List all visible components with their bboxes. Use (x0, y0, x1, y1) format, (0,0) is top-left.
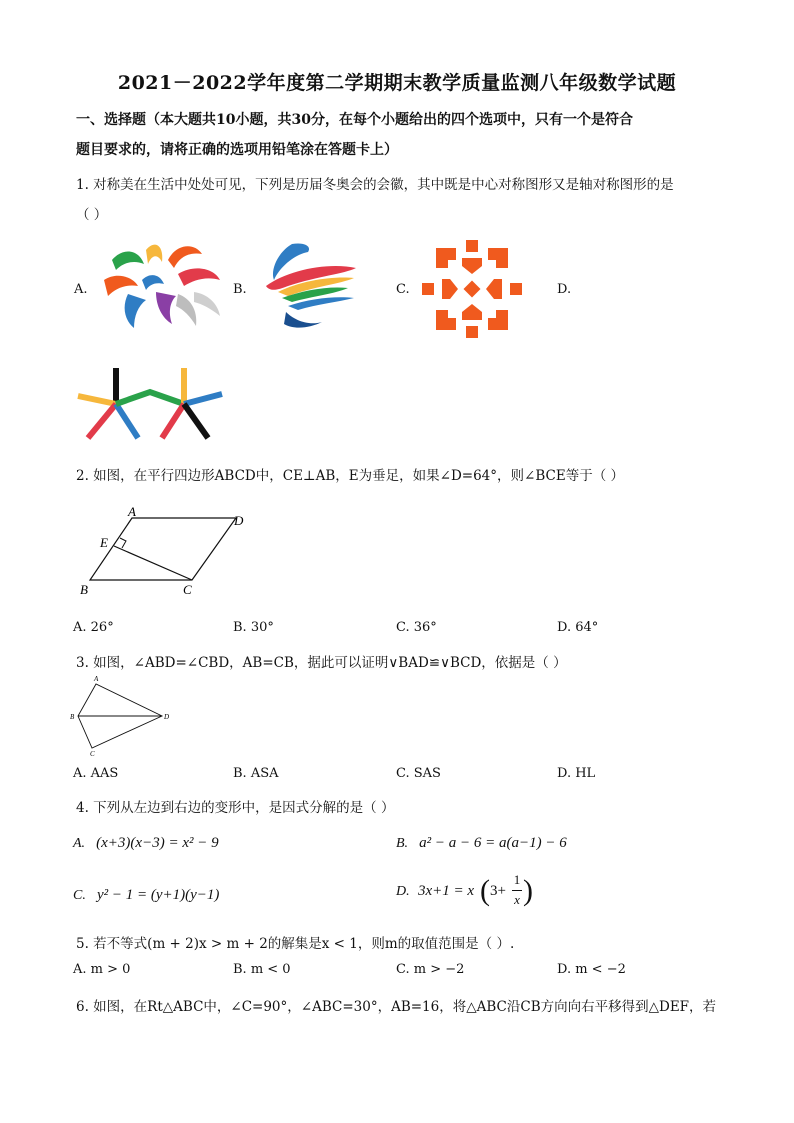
q3-option-a[interactable]: A. AAS (73, 766, 119, 781)
sq-top (466, 240, 478, 252)
q3-option-d[interactable]: D. HL (557, 766, 596, 781)
q1-option-a-label[interactable]: A. (74, 282, 88, 297)
q1-emblem-d (76, 368, 226, 444)
q4-option-d-lhs: 3x+1 = x (418, 883, 475, 899)
q4-option-a[interactable] (73, 832, 219, 852)
q4-option-b-label: B. (396, 836, 409, 851)
q1-option-b-label[interactable]: B. (233, 282, 247, 297)
q2-option-a[interactable]: A. 26° (73, 620, 114, 635)
q4-option-c[interactable] (73, 884, 219, 904)
flame-orange (168, 246, 202, 268)
q4-option-d-fraction-bar (512, 890, 522, 891)
q5-option-d[interactable]: D. m < −2 (557, 962, 626, 977)
q4-option-d-label: D. (396, 884, 410, 899)
q1-stem-line1: 1. 对称美在生活中处处可见，下列是历届冬奥会的会徽，其中既是中心对称图形又是轴对称图形的是 (76, 177, 674, 193)
q4-option-d-denominator: x (514, 892, 520, 907)
q2-figure-parallelogram (76, 500, 256, 600)
d-blue-right (184, 394, 222, 404)
flame-orange-2 (104, 276, 138, 296)
q3-figure-kite (70, 674, 174, 758)
q4-option-a-expr: (x+3)(x−3) = x² − 9 (96, 835, 219, 851)
flame-red (178, 268, 220, 286)
flame-blue (125, 294, 146, 328)
q5-option-b[interactable]: B. m < 0 (233, 962, 291, 977)
flame-blue-2 (142, 275, 164, 290)
flame-grey (176, 294, 196, 326)
q1-stem-line2: （ ） (76, 207, 108, 223)
q4-option-a-label: A. (73, 836, 86, 851)
q4-option-d-three: 3+ (490, 883, 506, 899)
q4-option-b[interactable] (396, 832, 567, 852)
q4-stem: 4. 下列从左边到右边的变形中，是因式分解的是（ ） (76, 800, 395, 816)
q5-option-c[interactable]: C. m > −2 (396, 962, 465, 977)
q3-stem: 3. 如图，∠ABD=∠CBD，AB=CB，据此可以证明∨BAD≌∨BCD，依据是（ ） (76, 655, 567, 671)
d-yellow-left (78, 396, 116, 404)
page-title: 2021－2022学年度第二学期期末教学质量监测八年级数学试题 (117, 72, 677, 94)
q2-label-c: C (183, 582, 192, 597)
q2-option-c[interactable]: C. 36° (396, 620, 437, 635)
q3-option-b[interactable]: B. ASA (233, 766, 279, 781)
flame-yellow (146, 245, 162, 264)
q2-option-d[interactable]: D. 64° (557, 620, 599, 635)
q2-option-b[interactable]: B. 30° (233, 620, 274, 635)
d-red-left (88, 404, 116, 438)
q2-label-b: B (80, 582, 88, 597)
flame-grey-2 (194, 292, 220, 316)
q3-option-c[interactable]: C. SAS (396, 766, 441, 781)
q4-option-d-numerator: 1 (513, 872, 521, 887)
q2-stem: 2. 如图，在平行四边形ABCD中，CE⊥AB，E为垂足，如果∠D=64°，则∠BCE等于（ ） (76, 468, 624, 484)
q4-option-c-label: C. (73, 888, 86, 903)
q5-option-a[interactable]: A. m > 0 (73, 962, 131, 977)
d-blue-left (116, 404, 138, 438)
d-black-right (184, 404, 208, 438)
section-heading-line2: 题目要求的，请将正确的选项用铅笔涂在答题卡上） (76, 142, 398, 158)
q2-label-e: E (100, 535, 108, 550)
ribbon-navy (284, 312, 322, 328)
q5-stem: 5. 若不等式(m + 2)x > m + 2的解集是x < 1，则m的取值范围是（ ）. (76, 936, 515, 952)
q1-option-c-label[interactable]: C. (396, 282, 410, 297)
d-red-right (162, 404, 184, 438)
sq-left (422, 283, 434, 295)
q3-label-d: D (164, 713, 170, 721)
q1-emblem-c (422, 240, 522, 338)
q3-label-c: C (90, 750, 95, 758)
q2-label-d: D (234, 513, 244, 528)
flame-green (112, 251, 144, 270)
sq-bottom (466, 326, 478, 338)
q4-option-d-paren-right: ) (523, 874, 533, 907)
q3-label-a: A (94, 675, 99, 683)
sq-right (510, 283, 522, 295)
q4-option-c-expr: y² − 1 = (y+1)(y−1) (96, 887, 220, 903)
q6-stem: 6. 如图，在Rt△ABC中，∠C=90°，∠ABC=30°，AB=16，将△ABC沿CB方向向右平移得到△DEF，若 (76, 999, 717, 1015)
q4-option-b-expr: a² − a − 6 = a(a−1) − 6 (419, 835, 567, 851)
q1-emblem-b (258, 240, 360, 332)
q3-label-b: B (70, 713, 75, 721)
section-heading-line1: 一、选择题（本大题共10小题，共30分，在每个小题给出的四个选项中，只有一个是符合 (76, 112, 633, 128)
q1-option-d-label[interactable]: D. (557, 282, 572, 297)
q4-option-d-paren-left: ( (480, 874, 490, 907)
q1-emblem-a (98, 240, 226, 332)
d-green-mid (116, 392, 184, 404)
q2-label-a: A (128, 504, 136, 519)
flame-purple (156, 292, 176, 324)
